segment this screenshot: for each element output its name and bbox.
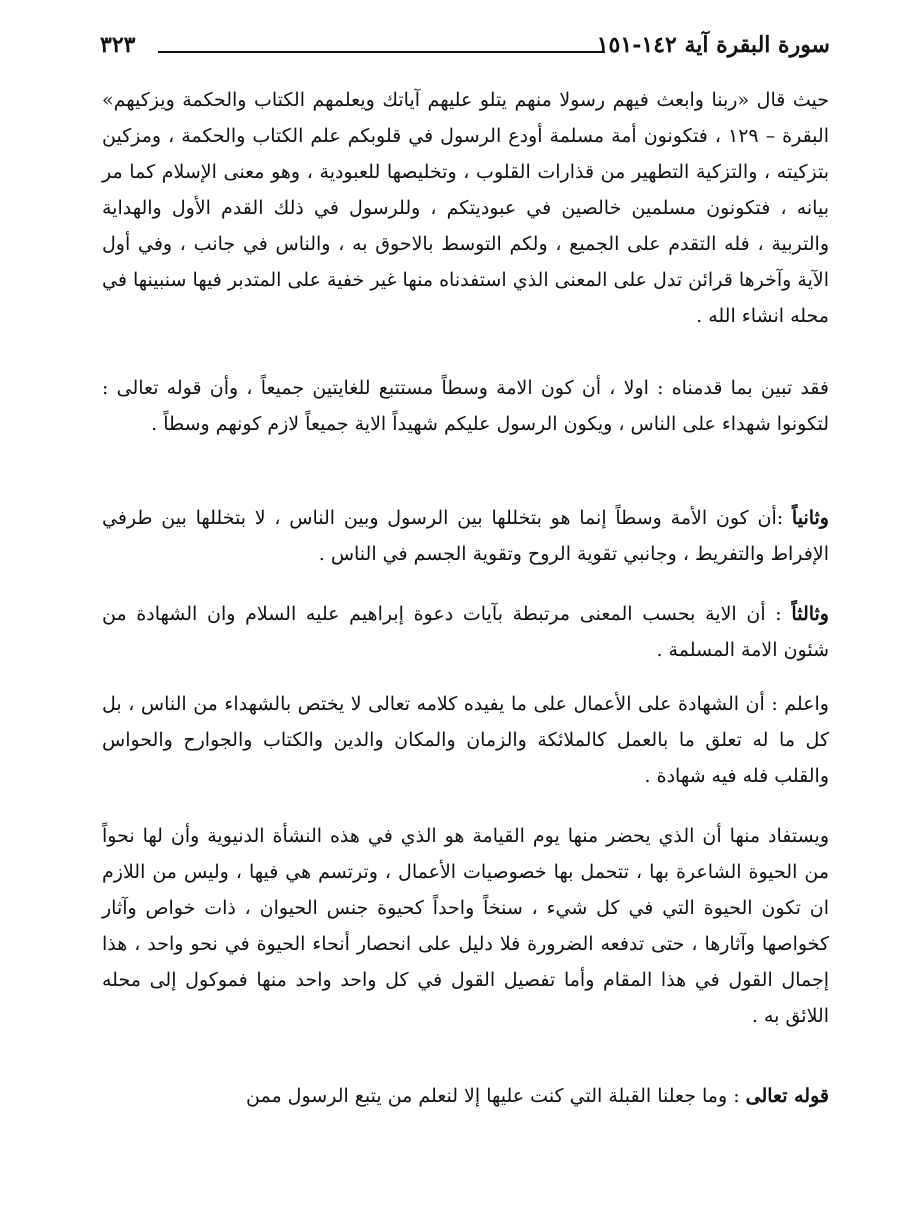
paragraph-4-lead: وثالثاً — [791, 603, 829, 625]
paragraph-5 — [102, 686, 829, 794]
header-rule — [158, 51, 605, 53]
header-title: سورة البقرة آية ١٤٢-١٥١ — [596, 32, 830, 58]
paragraph-7 — [102, 1078, 829, 1114]
running-header — [100, 28, 830, 68]
paragraph-7-lead: قوله تعالى — [745, 1085, 829, 1107]
paragraph-3-lead: وثانياً — [791, 507, 829, 529]
paragraph-3-text: :أن كون الأمة وسطاً إنما هو بتخللها بين الرسول وبين الناس ، لا بتخللها بين طرفي الإفراط والتفريط ، وجانبي تقوية الروح وتقوية الجسم في الناس . — [102, 507, 829, 565]
paragraph-3 — [102, 500, 829, 572]
paragraph-7-text: : وما جعلنا القبلة التي كنت عليها إلا لنعلم من يتبع الرسول ممن — [246, 1085, 740, 1107]
paragraph-1-text: حيث قال «ربنا وابعث فيهم رسولا منهم يتلو عليهم آياتك ويعلمهم الكتاب والحكمة ويزكيهم» البقرة – ١٢٩ ، فتكونون أمة مسلمة أودع الرسول في قلوبكم علم الكتاب والحكمة ، ومزكين بتزكيته ، والتزكية التطهير من قذارات القلوب ، وتخليصها للعبودية ، وهو معنى الإسلام كما مر بيانه ، فتكونون مسلمين خالصين في عبوديتكم ، وللرسول في ذلك القدم الأول والهداية والتربية ، فله التقدم على الجميع ، ولكم التوسط بالاحوق به ، والناس في جانب ، وفي أول الآية وآخرها قرائن تدل على المعنى الذي استفدناه منها غير خفية على المتدبر فيها سنبينها في محله انشاء الله . — [102, 89, 829, 327]
paragraph-6-text: ويستفاد منها أن الذي يحضر منها يوم القيامة هو الذي في هذه النشأة الدنيوية وأن لها نحواً من الحيوة الشاعرة بها ، تتحمل بها خصوصيات الأعمال ، وترتسم هي فيها ، وليس من اللازم ان تكون الحيوة التي في كل شيء ، سنخاً واحداً كحيوة جنس الحيوان ، ذات خواص وآثار كخواصها وآثارها ، حتى تدفعه الضرورة فلا دليل على انحصار أنحاء الحيوة في نحو واحد ، هذا إجمال القول في هذا المقام وأما تفصيل القول في كل واحد واحد منها فموكول إلى محله اللائق به . — [102, 825, 829, 1027]
paragraph-4-text: : أن الاية بحسب المعنى مرتبطة بآيات دعوة إبراهيم عليه السلام وان الشهادة من شئون الامة المسلمة . — [102, 603, 829, 661]
paragraph-1 — [102, 82, 829, 334]
paragraph-6 — [102, 818, 829, 1034]
paragraph-2 — [102, 370, 829, 442]
paragraph-2-text: فقد تبين بما قدمناه : اولا ، أن كون الامة وسطاً مستتبع للغايتين جميعاً ، وأن قوله تعالى : لتكونوا شهداء على الناس ، ويكون الرسول عليكم شهيداً الاية جميعاً لازم كونهم وسطاً . — [102, 377, 829, 435]
paragraph-5-text: واعلم : أن الشهادة على الأعمال على ما يفيده كلامه تعالى لا يختص بالشهداء من الناس ، بل كل ما له تعلق ما بالعمل كالملائكة والزمان والمكان والدين والكتاب والجوارح والحواس والقلب فله فيه شهادة . — [102, 693, 829, 787]
paragraph-4 — [102, 596, 829, 668]
page-number: ٣٢٣ — [100, 32, 136, 58]
